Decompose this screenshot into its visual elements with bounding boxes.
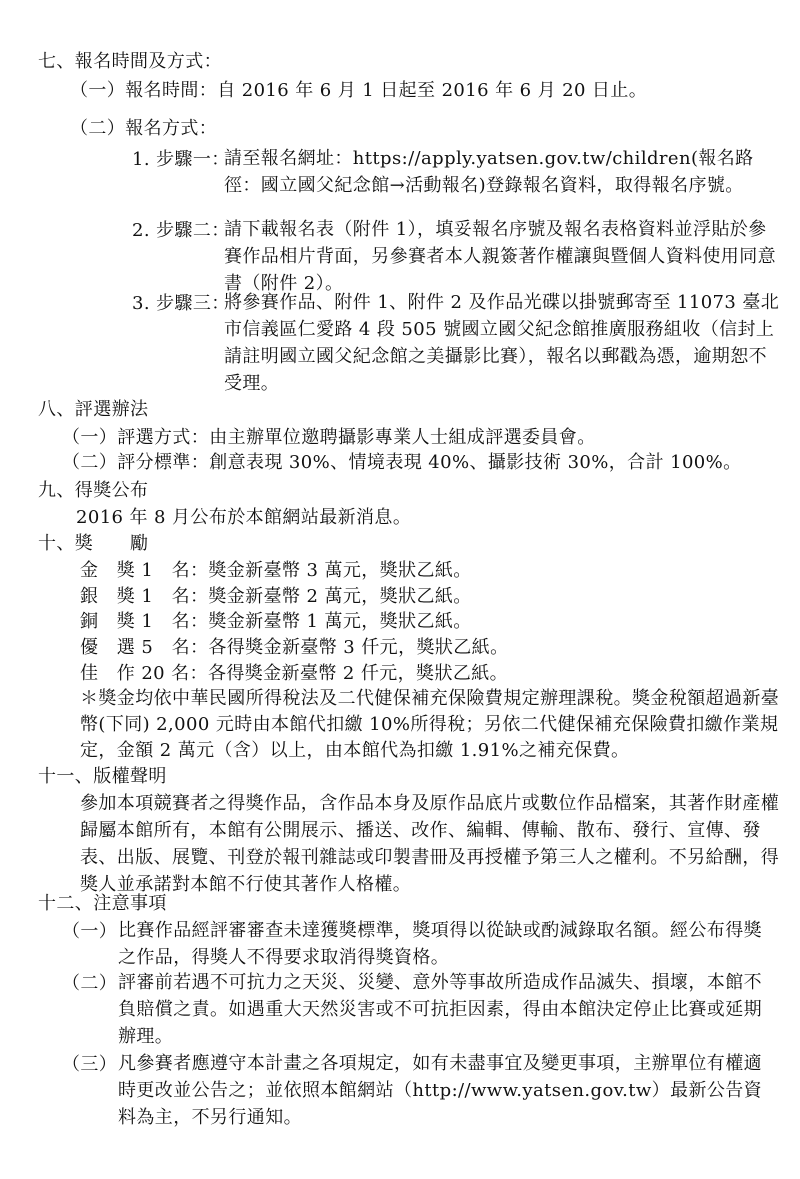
award-item: 銅 獎 1 名：獎金新臺幣 1 萬元，獎狀乙紙。 bbox=[80, 611, 472, 632]
judging-method: （一）評選方式：由主辦單位邀聘攝影專業人士組成評選委員會。 bbox=[62, 427, 596, 448]
notice-1-text: 比賽作品經評審審查未達獲獎標準，獎項得以從缺或酌減錄取名額。經公布得獎之作品，得獎人不得要求取消得獎資格。 bbox=[118, 920, 762, 968]
section-11-heading: 十一、版權聲明 bbox=[38, 766, 167, 787]
notice-3-label: （三） bbox=[62, 1054, 118, 1075]
announcement-text: 2016 年 8 月公布於本館網站最新消息。 bbox=[76, 507, 412, 528]
step3-label: 3. 步驟三： bbox=[132, 293, 230, 314]
section-12-heading: 十二、注意事項 bbox=[38, 893, 167, 914]
copyright-text: 參加本項競賽者之得獎作品，含作品本身及原作品底片或數位作品檔案，其著作財產權歸屬本館所有，本館有公開展示、播送、改作、編輯、傳輸、散布、發行、宣傳、發表、出版、展覽、刊登於報刊雜誌或印製書冊及再授權予第三人之權利。不另給酬，得獎人並承諾對本館不行使其著作人格權。 bbox=[80, 793, 780, 895]
step3-text: 將參賽作品、附件 1、附件 2 及作品光碟以掛號郵寄至 11073 臺北市信義區仁愛路 4 段 505 號國立國父紀念館推廣服務組收（信封上請註明國立國父紀念館之美攝影比賽），報名以郵戳為憑，逾期恕不受理。 bbox=[224, 292, 780, 394]
notice-1-label: （一） bbox=[62, 921, 118, 942]
section-7-heading: 七、報名時間及方式： bbox=[38, 51, 222, 72]
scoring-criteria: （二）評分標準：創意表現 30%、情境表現 40%、攝影技術 30%，合計 100%。 bbox=[62, 452, 742, 473]
registration-time: （一）報名時間：自 2016 年 6 月 1 日起至 2016 年 6 月 20 日止。 bbox=[70, 80, 648, 101]
notice-2-text: 評審前若遇不可抗力之天災、災變、意外等事故所造成作品滅失、損壞，本館不負賠償之責。如遇重大天然災害或不可抗拒因素，得由本館決定停止比賽或延期辦理。 bbox=[118, 972, 762, 1047]
section-9-heading: 九、得獎公布 bbox=[38, 480, 149, 501]
step2-label: 2. 步驟二： bbox=[132, 220, 230, 241]
notice-3-text: 凡參賽者應遵守本計畫之各項規定，如有未盡事宜及變更事項，主辦單位有權適時更改並公告之；並依照本館網站（http://www.yatsen.gov.tw）最新公告資料為主，不另行通知。 bbox=[118, 1053, 763, 1128]
section-10-heading: 十、獎 勵 bbox=[38, 533, 149, 554]
award-item: 銀 獎 1 名：獎金新臺幣 2 萬元，獎狀乙紙。 bbox=[80, 586, 472, 607]
step2-text: 請下載報名表（附件 1），填妥報名序號及報名表格資料並浮貼於參賽作品相片背面，另參賽者本人親簽著作權讓與暨個人資料使用同意書（附件 2）。 bbox=[224, 219, 776, 294]
step1-label: 1. 步驟一： bbox=[132, 149, 230, 170]
tax-note: ＊獎金均依中華民國所得稅法及二代健保補充保險費規定辦理課稅。獎金稅額超過新臺幣(下同) 2,000 元時由本館代扣繳 10%所得稅；另依二代健保補充保險費扣繳作業規定，金額 2 萬元（含）以上，由本館代為扣繳 1.91%之補充保費。 bbox=[80, 688, 780, 761]
section-8-heading: 八、評選辦法 bbox=[38, 399, 149, 420]
award-item: 優 選 5 名：各得獎金新臺幣 3 仟元，獎狀乙紙。 bbox=[80, 637, 509, 658]
step1-text: 請至報名網址：https://apply.yatsen.gov.tw/children(報名路徑：國立國父紀念館→活動報名)登錄報名資料，取得報名序號。 bbox=[224, 148, 754, 196]
notice-2-label: （二） bbox=[62, 973, 118, 994]
registration-method-heading: （二）報名方式： bbox=[70, 118, 218, 139]
award-item: 金 獎 1 名：獎金新臺幣 3 萬元，獎狀乙紙。 bbox=[80, 560, 472, 581]
award-item: 佳 作 20 名：各得獎金新臺幣 2 仟元，獎狀乙紙。 bbox=[80, 663, 509, 684]
